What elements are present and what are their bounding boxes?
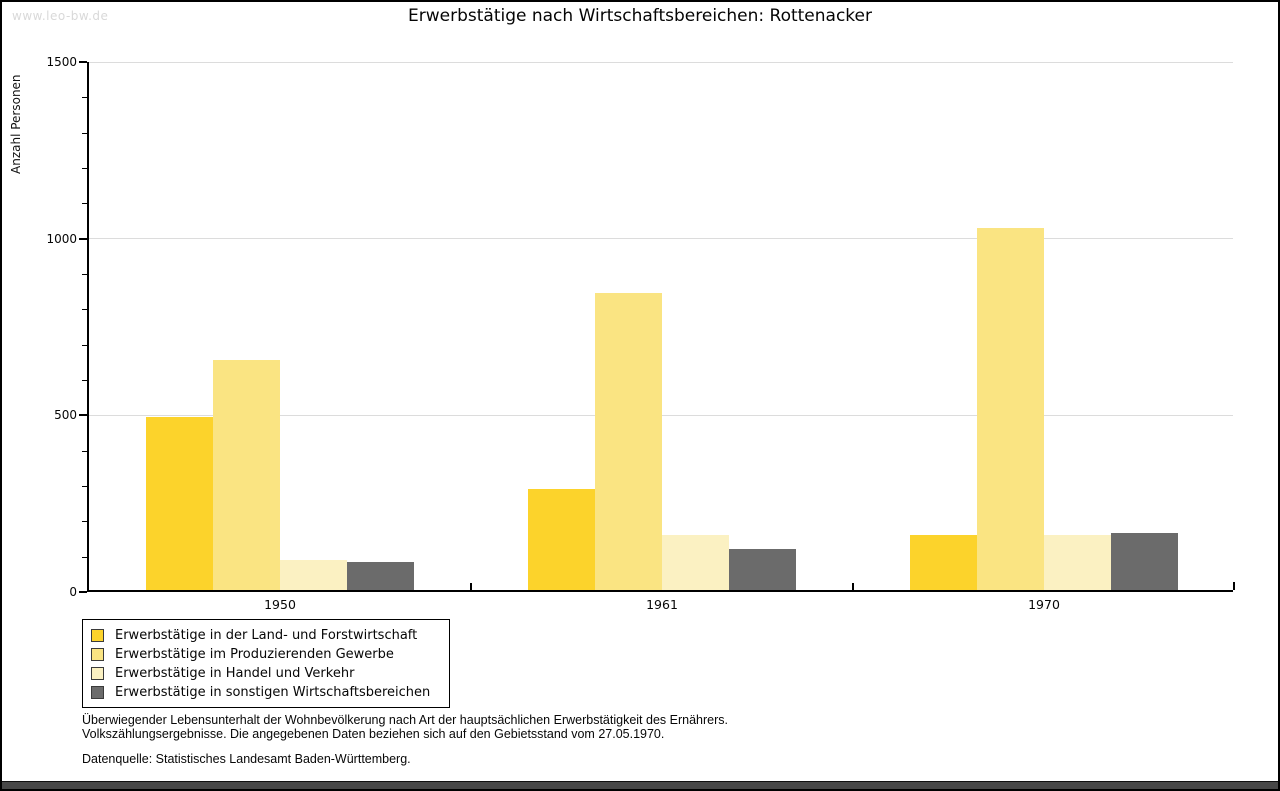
footnote-line-2: Volkszählungsergebnisse. Die angegebenen Daten beziehen sich auf den Gebietsstand vom 27.05.1970.: [82, 727, 665, 741]
bar: [213, 360, 280, 590]
y-axis-minor-tick: [82, 345, 87, 346]
watermark: www.leo-bw.de: [12, 9, 109, 23]
bar: [910, 535, 977, 590]
bar: [729, 549, 796, 590]
legend-item: [91, 664, 441, 683]
y-tick-label: 1000: [46, 231, 77, 246]
legend-label: Erwerbstätige im Produzierenden Gewerbe: [115, 647, 394, 662]
y-axis-minor-tick: [82, 557, 87, 558]
y-axis-title: Anzahl Personen: [9, 74, 23, 174]
chart-title: Erwerbstätige nach Wirtschaftsbereichen: Rottenacker: [408, 6, 872, 26]
y-axis-tick: [79, 238, 87, 240]
y-axis-tick: [79, 61, 87, 63]
bar: [347, 562, 414, 590]
datasource-note: Datenquelle: Statistisches Landesamt Baden-Württemberg.: [82, 752, 411, 766]
legend-label: Erwerbstätige in sonstigen Wirtschaftsbereichen: [115, 685, 431, 700]
legend-item: [91, 626, 441, 645]
bottom-bar: [2, 781, 1278, 789]
x-axis-tick: [852, 583, 854, 590]
y-tick-label: 0: [69, 585, 77, 599]
x-axis-end-tick: [1233, 582, 1235, 590]
legend-swatch: [91, 667, 104, 680]
y-axis-minor-tick: [82, 168, 87, 169]
y-axis-tick: [79, 414, 87, 416]
y-axis-minor-tick: [82, 133, 87, 134]
bar: [977, 228, 1044, 590]
y-tick-label: 500: [54, 408, 77, 423]
y-axis-minor-tick: [82, 97, 87, 98]
y-axis-minor-tick: [82, 203, 87, 204]
x-tick-label: 1950: [264, 597, 296, 612]
bar: [1044, 535, 1111, 590]
y-axis-minor-tick: [82, 486, 87, 487]
bar: [280, 560, 347, 590]
y-axis-minor-tick: [82, 451, 87, 452]
x-tick-label: 1970: [1028, 597, 1060, 612]
legend-swatch: [91, 686, 104, 699]
y-axis-minor-tick: [82, 380, 87, 381]
gridline: [89, 62, 1233, 63]
bar: [528, 489, 595, 590]
y-axis-minor-tick: [82, 274, 87, 275]
legend: [82, 619, 450, 708]
bar: [1111, 533, 1178, 590]
legend-swatch: [91, 629, 104, 642]
legend-swatch: [91, 648, 104, 661]
x-tick-label: 1961: [646, 597, 678, 612]
legend-label: Erwerbstätige in Handel und Verkehr: [115, 666, 355, 681]
bar: [595, 293, 662, 590]
y-axis-tick: [79, 591, 87, 593]
y-axis-minor-tick: [82, 521, 87, 522]
y-axis-minor-tick: [82, 309, 87, 310]
y-tick-label: 1500: [46, 55, 77, 69]
x-axis-tick: [470, 583, 472, 590]
footnote-line-1: Überwiegender Lebensunterhalt der Wohnbevölkerung nach Art der hauptsächlichen Erwerbstätigkeit des Ernährers.: [82, 713, 728, 727]
plot-area: [46, 55, 1233, 612]
gridline: [89, 238, 1233, 239]
footnote-block: [82, 713, 728, 741]
bar: [146, 417, 213, 590]
legend-item: [91, 683, 441, 702]
bar: [662, 535, 729, 590]
legend-item: [91, 645, 441, 664]
legend-label: Erwerbstätige in der Land- und Forstwirtschaft: [115, 628, 418, 643]
